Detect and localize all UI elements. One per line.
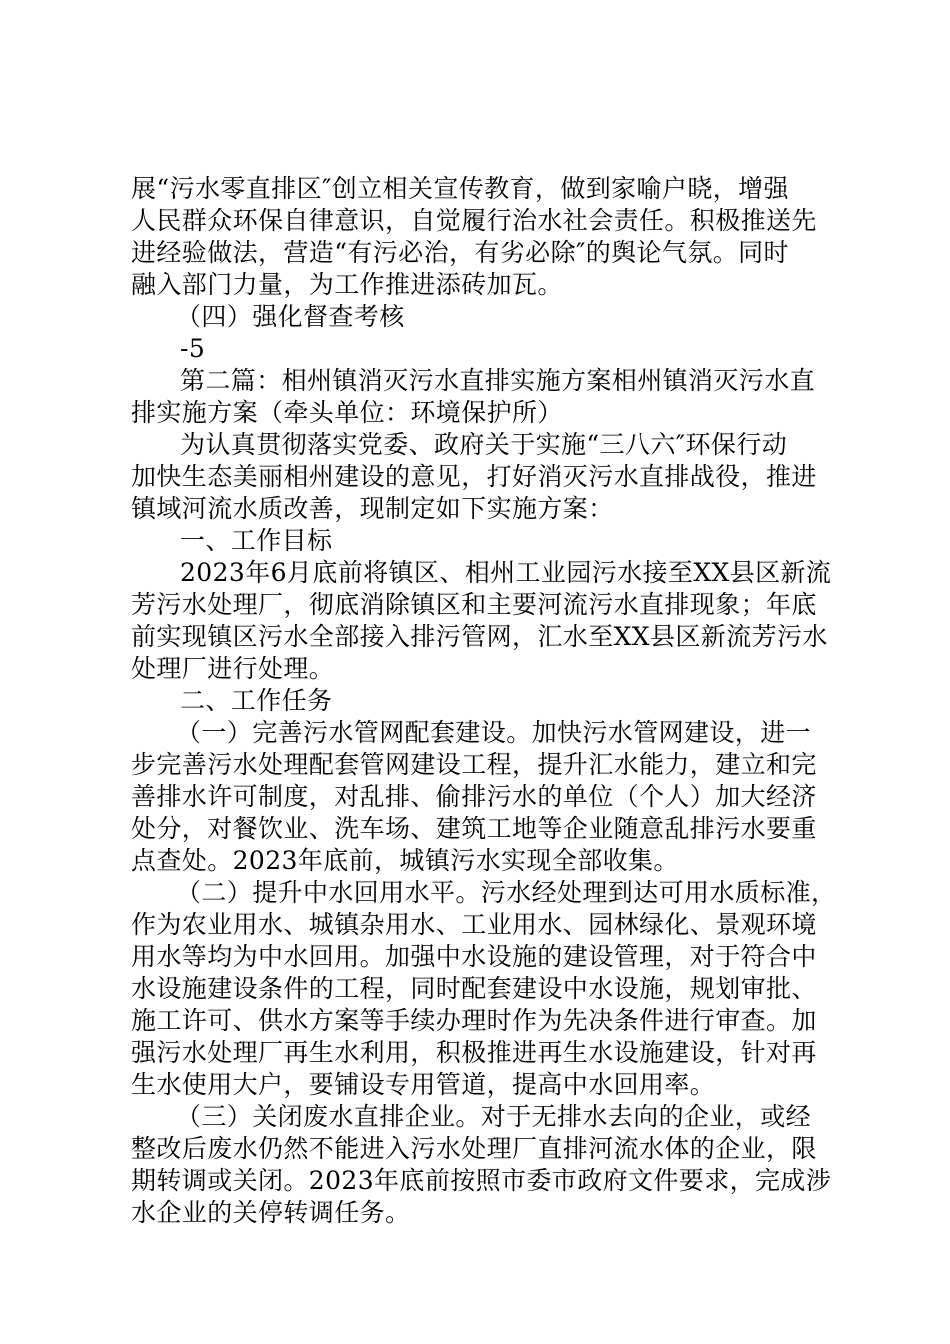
text-line: （二）提升中水回用水平。污水经处理到达可用水质标准， (176, 878, 837, 907)
text-line: 处分，对餐饮业、洗车场、建筑工地等企业随意乱排污水要重 (131, 814, 817, 843)
text-line: （三）关闭废水直排企业。对于无排水去向的企业，或经 (176, 1102, 812, 1131)
page-number: -5 (180, 334, 206, 363)
text-line: 步完善污水处理配套管网建设工程，提升汇水能力，建立和完 (131, 750, 817, 779)
chapter-title: 第二篇：相州镇消灭污水直排实施方案相州镇消灭污水直 (180, 366, 816, 395)
text-line: 生水使用大户，要铺设专用管道，提高中水回用率。 (131, 1070, 716, 1099)
text-line: 施工许可、供水方案等手续办理时作为先决条件进行审查。加 (131, 1006, 817, 1035)
text-line: 水企业的关停转调任务。 (131, 1198, 411, 1227)
text-line: 水设施建设条件的工程，同时配套建设中水设施，规划审批、 (131, 974, 817, 1003)
section-heading: 二、工作任务 (180, 686, 333, 715)
text-line: 融入部门力量，为工作推进添砖加瓦。 (131, 270, 563, 299)
text-line: 为认真贯彻落实党委、政府关于实施“三八六″环保行动 (180, 430, 788, 459)
text-line: 展“污水零直排区″创立相关宣传教育，做到家喻户晓，增强 (131, 174, 789, 203)
text-line: 点查处。2023年底前，城镇污水实现全部收集。 (131, 846, 679, 875)
text-line: （一）完善污水管网配套建设。加快污水管网建设，进一 (176, 718, 812, 747)
text-line: 整改后废水仍然不能进入污水处理厂直排河流水体的企业，限 (131, 1134, 817, 1163)
text-line: 用水等均为中水回用。加强中水设施的建设管理，对于符合中 (131, 942, 817, 971)
text-line: 善排水许可制度，对乱排、偷排污水的单位（个人）加大经济 (131, 782, 817, 811)
text-line: 前实现镇区污水全部接入排污管网，汇水至XX县区新流芳污水 (131, 622, 828, 651)
section-heading: （四）强化督查考核 (176, 302, 405, 331)
text-line: 芳污水处理厂，彻底消除镇区和主要河流污水直排现象；年底 (131, 590, 817, 619)
chapter-title: 排实施方案（牵头单位：环境保护所） (131, 398, 563, 427)
text-line: 镇域河流水质改善，现制定如下实施方案： (131, 494, 614, 523)
section-heading: 一、工作目标 (180, 526, 333, 555)
text-line: 人民群众环保自律意识，自觉履行治水社会责任。积极推送先 (131, 206, 817, 235)
text-line: 2023年6月底前将镇区、相州工业园污水接至XX县区新流 (180, 558, 832, 587)
text-line: 加快生态美丽相州建设的意见，打好消灭污水直排战役，推进 (131, 462, 817, 491)
text-line: 处理厂进行处理。 (131, 654, 335, 683)
text-line: 进经验做法，营造“有污必治，有劣必除″的舆论气氛。同时 (131, 238, 789, 267)
text-line: 强污水处理厂再生水利用，积极推进再生水设施建设，针对再 (131, 1038, 817, 1067)
text-line: 作为农业用水、城镇杂用水、工业用水、园林绿化、景观环境 (131, 910, 817, 939)
text-line: 期转调或关闭。2023年底前按照市委市政府文件要求，完成涉 (131, 1166, 832, 1195)
